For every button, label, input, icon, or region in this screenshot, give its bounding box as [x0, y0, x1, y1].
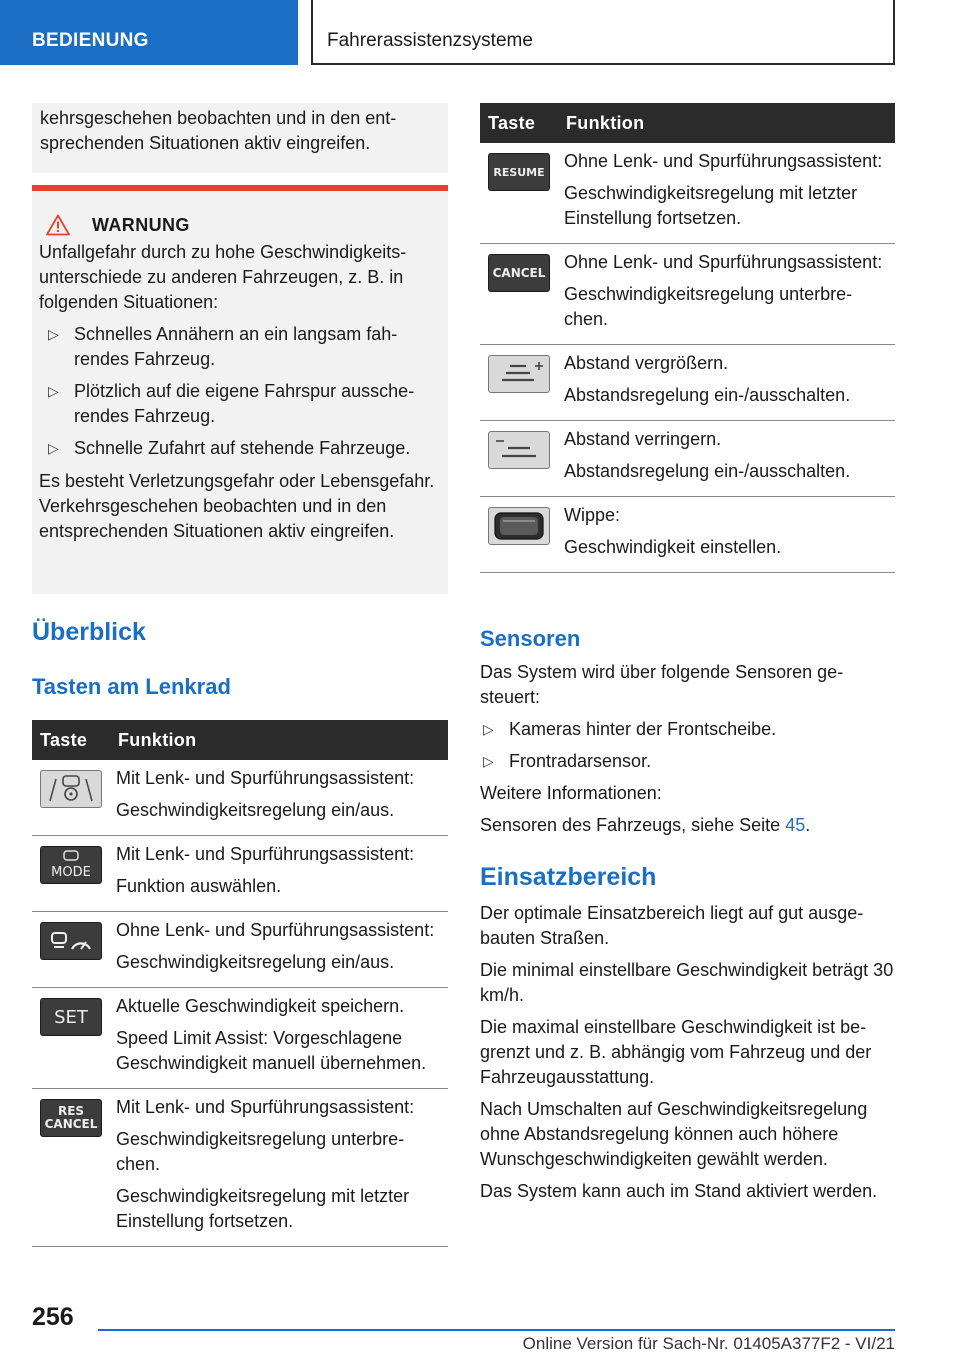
col-header-button: Taste [32, 720, 110, 760]
warning-bullet [39, 379, 441, 429]
bullet-triangle-icon: ▷ [48, 326, 59, 342]
usage-paragraph: Die maximal einstellbare Geschwindigkeit ist begrenzt und z. B. abhängig vom Fahrzeug und der Fahrzeugausstattung. [480, 1017, 872, 1087]
usage-paragraph: Das System kann auch im Stand aktiviert werden. [480, 1181, 878, 1201]
table-row [32, 988, 448, 1089]
warning-box [32, 185, 448, 594]
table-row [480, 345, 895, 421]
warning-bullet-text: Schnelles Annähern an ein langsam fahrendes Fahrzeug. [74, 324, 398, 369]
warning-title: WARNUNG [92, 214, 190, 235]
function-text: Geschwindigkeitsregelung unterbrechen. [116, 1129, 405, 1174]
function-text: Wippe: [564, 505, 621, 525]
function-text: Geschwindigkeitsregelung mit letzter Einstellung fortsetzen. [564, 183, 858, 228]
warning-intro: Unfallgefahr durch zu hohe Geschwindigkeitsunterschiede zu anderen Fahrzeugen, z. B. in folgenden Situationen: [39, 242, 407, 312]
function-text: Mit Lenk- und Spurführungsassistent: [116, 1097, 415, 1117]
warning-bullet [39, 436, 441, 461]
mode-button-icon [40, 846, 102, 884]
assist-steering-icon [40, 770, 102, 808]
table-header-row [480, 103, 895, 143]
subheading-steering-buttons: Tasten am Lenkrad [32, 674, 231, 699]
function-text: Funktion auswählen. [116, 876, 282, 896]
section-tab [0, 0, 298, 65]
sensor-bullet [480, 717, 895, 742]
sensor-bullet-text: Frontradarsensor. [509, 751, 652, 771]
sensor-bullet [480, 749, 895, 774]
mode-label: MODE [51, 865, 91, 880]
table-row [32, 912, 448, 988]
function-text: Geschwindigkeit einstellen. [564, 537, 782, 557]
steering-buttons-table [32, 720, 448, 1247]
warning-bullet-text: Plötzlich auf die eigene Fahrspur ausscherendes Fahrzeug. [74, 381, 415, 426]
warning-bullet [39, 322, 441, 372]
table-header-row [32, 720, 448, 760]
function-text: Geschwindigkeitsregelung ein/aus. [116, 800, 395, 820]
table-row [480, 421, 895, 497]
function-text: Abstand vergrößern. [564, 353, 729, 373]
page-number: 256 [32, 1303, 74, 1331]
chapter-title: Fahrerassistenzsysteme [327, 30, 533, 51]
reference-text: Sensoren des Fahrzeugs, siehe Seite [480, 815, 786, 835]
chapter-header [311, 0, 895, 65]
intro-box [32, 103, 448, 173]
function-text: Geschwindigkeitsregelung mit letzter Einstellung fortsetzen. [116, 1186, 410, 1231]
warning-bullet-text: Schnelle Zufahrt auf stehende Fahrzeuge. [74, 438, 411, 458]
sensors-section [480, 660, 895, 838]
set-button-icon: SET [40, 998, 102, 1036]
rocker-switch-icon [488, 507, 550, 545]
distance-decrease-icon [488, 431, 550, 469]
heading-usage-range: Einsatzbereich [480, 863, 657, 891]
bullet-triangle-icon: ▷ [48, 383, 59, 399]
reference-end: . [805, 815, 811, 835]
table-row [480, 497, 895, 573]
function-text: Geschwindigkeitsregelung ein/aus. [116, 952, 395, 972]
footer-divider [98, 1329, 895, 1331]
function-text: Abstandsregelung ein-/ausschalten. [564, 461, 851, 481]
heading-overview: Überblick [32, 618, 146, 646]
bullet-triangle-icon: ▷ [483, 753, 494, 769]
table-row [480, 244, 895, 345]
cancel-label: CANCEL [44, 1117, 98, 1131]
function-text: Abstandsregelung ein-/ausschalten. [564, 385, 851, 405]
section-label: BEDIENUNG [32, 30, 149, 51]
usage-paragraph: Nach Umschalten auf Geschwindigkeitsregelung ohne Abstandsregelung können auch höhere Wunschgeschwindigkeiten gewählt werden. [480, 1099, 868, 1169]
distance-increase-icon [488, 355, 550, 393]
function-text: Aktuelle Geschwindigkeit speichern. [116, 996, 405, 1016]
warning-outro: Es besteht Verletzungsgefahr oder Lebensgefahr. Verkehrsgeschehen beobachten und in den entsprechenden Situationen aktiv eingreifen. [39, 471, 435, 541]
speed-control-icon [40, 922, 102, 960]
function-text: Geschwindigkeitsregelung unterbrechen. [564, 284, 853, 329]
col-header-function: Funktion [558, 103, 895, 143]
sensor-bullet-text: Kameras hinter der Frontscheibe. [509, 719, 777, 739]
function-text: Ohne Lenk- und Spurführungsassistent: [116, 920, 435, 940]
heading-sensors: Sensoren [480, 626, 581, 651]
function-text: Ohne Lenk- und Spurführungsassistent: [564, 151, 883, 171]
warning-triangle-icon [46, 214, 70, 236]
resume-button-icon: RESUME [488, 153, 550, 191]
table-row [32, 836, 448, 912]
warning-header [46, 213, 441, 237]
function-text: Speed Limit Assist: Vorgeschlagene Geschwindigkeit manuell übernehmen. [116, 1028, 427, 1073]
bullet-triangle-icon: ▷ [483, 721, 494, 737]
function-text: Ohne Lenk- und Spurführungsassistent: [564, 252, 883, 272]
usage-paragraph: Die minimal einstellbare Geschwindigkeit beträgt 30 km/h. [480, 960, 894, 1005]
res-label: RES [57, 1104, 85, 1118]
table-row [480, 143, 895, 244]
usage-paragraph: Der optimale Einsatzbereich liegt auf gut ausgebauten Straßen. [480, 903, 864, 948]
usage-section [480, 901, 895, 1204]
bullet-triangle-icon: ▷ [48, 440, 59, 456]
table-row [32, 1089, 448, 1247]
more-info-label: Weitere Informationen: [480, 783, 662, 803]
col-header-button: Taste [480, 103, 558, 143]
function-text: Mit Lenk- und Spurführungsassistent: [116, 768, 415, 788]
col-header-function: Funktion [110, 720, 448, 760]
table-row [32, 760, 448, 836]
function-text: Mit Lenk- und Spurführungsassistent: [116, 844, 415, 864]
page-link[interactable]: 45 [785, 815, 806, 835]
res-cancel-button-icon [40, 1099, 102, 1137]
steering-buttons-table-cont [480, 103, 895, 573]
sensors-intro: Das System wird über folgende Sensoren gesteuert: [480, 662, 844, 707]
sensors-reference [480, 813, 895, 838]
intro-text: kehrsgeschehen beobachten und in den entsprechenden Situationen aktiv eingreifen. [40, 108, 397, 153]
cancel-button-icon: CANCEL [488, 254, 550, 292]
function-text: Abstand verringern. [564, 429, 722, 449]
footer-online-version: Online Version für Sach-Nr. 01405A377F2 - VI/21 [522, 1334, 895, 1353]
